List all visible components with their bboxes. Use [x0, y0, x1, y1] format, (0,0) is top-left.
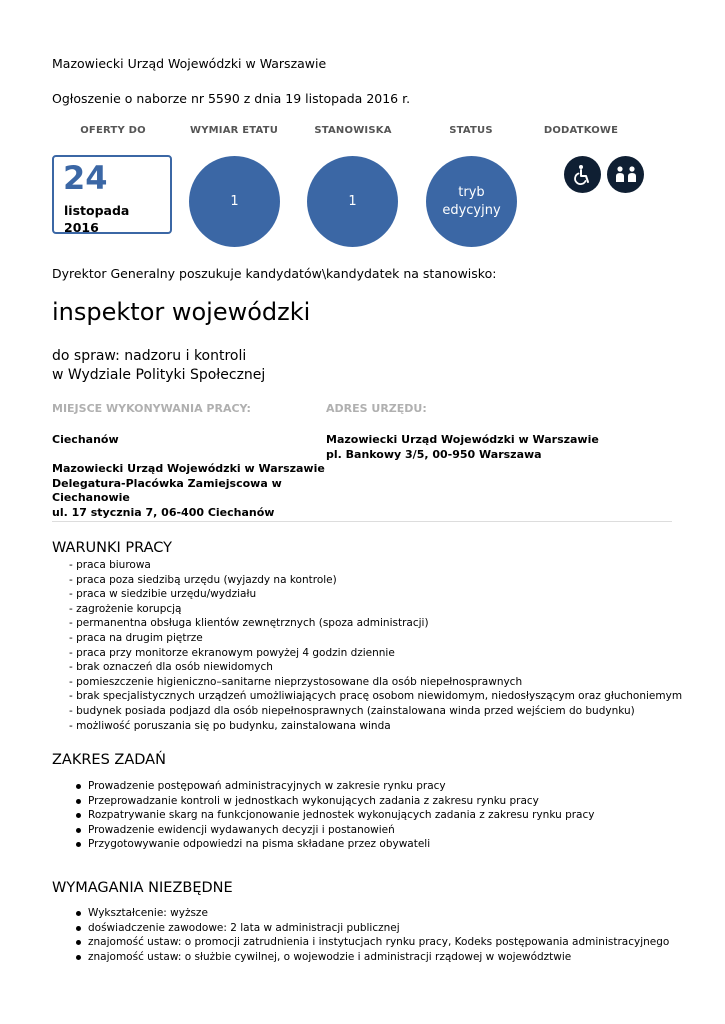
list-item: doświadczenie zawodowe: 2 lata w administracji publicznej: [88, 921, 669, 936]
address-line: Mazowiecki Urząd Wojewódzki w Warszawie: [326, 433, 599, 446]
workplace-label: MIEJSCE WYKONYWANIA PRACY:: [52, 402, 251, 415]
section-divider: [52, 521, 672, 522]
list-item: Wykształcenie: wyższe: [88, 906, 669, 921]
list-item: - praca na drugim piętrze: [69, 631, 203, 644]
subtitle-line2: w Wydziale Polityki Społecznej: [52, 367, 266, 383]
warunki-heading: WARUNKI PRACY: [52, 540, 173, 556]
positions-value: 1: [348, 193, 357, 209]
list-item: - permanentna obsługa klientów zewnętrznych (spoza administracji): [69, 617, 429, 630]
workplace-line: Delegatura-Placówka Zamiejscowa w: [52, 476, 282, 490]
deadline-month: listopada: [64, 203, 130, 218]
header-oferty-do: OFERTY DO: [80, 125, 146, 136]
etat-value: 1: [230, 193, 239, 209]
list-item: - praca poza siedzibą urzędu (wyjazdy na kontrole): [69, 573, 337, 586]
list-item: Prowadzenie ewidencji wydawanych decyzji i postanowień: [88, 823, 594, 838]
list-item: znajomość ustaw: o służbie cywilnej, o wojewodzie i administracji rządowej w województwie: [88, 950, 669, 965]
address-details: [326, 433, 599, 462]
list-item: Rozpatrywanie skarg na funkcjonowanie jednostek wykonujących zadania z zakresu rynku pracy: [88, 809, 595, 822]
wymagania-list: [88, 906, 669, 964]
list-item: Przeprowadzanie kontroli w jednostkach wykonujących zadania z zakresu rynku pracy: [88, 794, 594, 809]
deadline-year: 2016: [64, 220, 99, 235]
header-wymiar-etatu: WYMIAR ETATU: [189, 125, 279, 136]
etat-circle: [189, 156, 280, 247]
zakres-list: [88, 779, 594, 852]
status-line1: tryb: [458, 184, 485, 200]
workplace-details: [52, 462, 325, 520]
list-item: - pomieszczenie higieniczno–sanitarne nieprzystosowane dla osób niepełnosprawnych: [69, 675, 523, 688]
workplace-line: Mazowiecki Urząd Wojewódzki w Warszawie: [52, 462, 325, 475]
warunki-list: [69, 558, 682, 733]
list-item: - brak specjalistycznych urządzeń umożliwiających pracę osobom niewidomym, niedosłyszącym oraz głuchoniemym: [69, 690, 683, 703]
intro-text: Dyrektor Generalny poszukuje kandydatów\kandydatek na stanowisko:: [52, 266, 497, 281]
status-circle: [426, 156, 517, 247]
job-subtitle: [52, 347, 265, 385]
deadline-box: [52, 155, 172, 234]
list-item: - praca w siedzibie urzędu/wydziału: [69, 588, 257, 601]
list-item: - zagrożenie korupcją: [69, 602, 182, 615]
list-item: - praca przy monitorze ekranowym powyżej 4 godzin dziennie: [69, 646, 395, 659]
header-status: STATUS: [449, 125, 493, 136]
wheelchair-icon: [564, 156, 601, 193]
people-icon: [607, 156, 644, 193]
office-name: Mazowiecki Urząd Wojewódzki w Warszawie: [52, 56, 327, 71]
list-item: Prowadzenie postępowań administracyjnych w zakresie rynku pracy: [88, 779, 594, 794]
workplace-line: ul. 17 stycznia 7, 06-400 Ciechanów: [52, 505, 275, 519]
announcement-line: Ogłoszenie o naborze nr 5590 z dnia 19 listopada 2016 r.: [52, 91, 411, 106]
address-label: ADRES URZĘDU:: [326, 402, 427, 415]
list-item: Przygotowywanie odpowiedzi na pisma składane przez obywateli: [88, 837, 594, 852]
list-item: - możliwość poruszania się po budynku, zainstalowana winda: [69, 719, 391, 732]
workplace-city: Ciechanów: [52, 433, 119, 446]
address-line: pl. Bankowy 3/5, 00-950 Warszawa: [326, 447, 542, 461]
zakres-heading: ZAKRES ZADAŃ: [52, 752, 166, 768]
list-item: - brak oznaczeń dla osób niewidomych: [69, 661, 273, 674]
status-line2: edycyjny: [442, 202, 501, 218]
header-stanowiska: STANOWISKA: [314, 125, 392, 136]
workplace-line: Ciechanowie: [52, 491, 130, 504]
list-item: znajomość ustaw: o promocji zatrudnienia i instytucjach rynku pracy, Kodeks postępowania administracyjnego: [88, 936, 670, 949]
header-dodatkowe: DODATKOWE: [543, 125, 619, 136]
job-title: inspektor wojewódzki: [52, 298, 311, 326]
subtitle-line1: do spraw: nadzoru i kontroli: [52, 348, 247, 364]
positions-circle: [307, 156, 398, 247]
list-item: - budynek posiada podjazd dla osób niepełnosprawnych (zainstalowana winda przed wejściem do budynku): [69, 704, 635, 717]
deadline-month-year: [64, 202, 129, 236]
deadline-day: 24: [63, 159, 108, 197]
list-item: - praca biurowa: [69, 559, 151, 571]
wymagania-heading: WYMAGANIA NIEZBĘDNE: [52, 880, 233, 896]
